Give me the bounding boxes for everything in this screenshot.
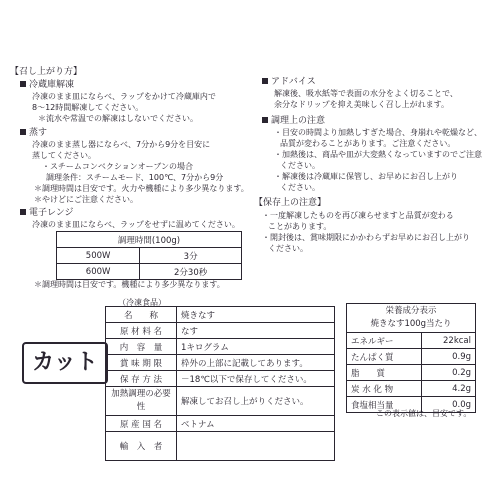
microwave-title: 電子レンジ (20, 208, 74, 219)
product-label: 内 容 量 (106, 339, 177, 355)
steam-note: ＊調理時間は目安です。火力や機種により多少異なります。 (34, 184, 249, 193)
nutrient-value: 0.2g (422, 365, 476, 381)
cooking-note-line: ・目安の時間より加熱しすぎた場合、身崩れや乾燥など、 (274, 128, 482, 137)
table-row (347, 381, 476, 397)
nutrient-value: 0.0g (422, 397, 476, 413)
nutrition-subtitle: 焼きなす100g当たり (370, 319, 452, 329)
microwave-wattage: 500W (57, 248, 140, 264)
nutrient-value: 22kcal (422, 333, 476, 349)
cooking-note-line: ・解凍後は冷蔵庫に保管し、お早めにお召し上がり (274, 172, 458, 181)
product-table-header: （冷凍食品） (118, 298, 166, 307)
nutrition-table (346, 303, 476, 413)
table-row (106, 323, 335, 339)
product-label: 加熱調理の必要性 (106, 387, 177, 416)
cut-label: カット (22, 342, 108, 384)
nutrient-value: 0.9g (422, 349, 476, 365)
steam-line: 蒸してください。 (32, 151, 96, 160)
thaw-note: ＊流水や常温での解凍はしないでください。 (38, 114, 198, 123)
nutrient-name: エネルギー (347, 333, 422, 349)
steam-note: ＊やけどにご注意ください。 (34, 195, 138, 204)
microwave-wattage: 600W (57, 264, 140, 280)
product-value: 焼きなす (177, 307, 335, 323)
product-value: －18℃以下で保存してください。 (177, 371, 335, 387)
thaw-line: 8～12時間解凍してください。 (32, 103, 144, 112)
nutrient-name: たんぱく質 (347, 349, 422, 365)
storage-line: ・開封後は、賞味期限にかかわらずお早めにお召し上がり (262, 233, 470, 242)
advice-line: 余分なドリップを抑え美味しく召し上がれます。 (274, 100, 450, 109)
product-value (177, 432, 335, 461)
storage-line: ことがあります。 (268, 222, 332, 231)
storage-line: ・一度解凍したものを再び凍らせますと品質が変わる (262, 211, 454, 220)
microwave-time-table (56, 231, 242, 280)
nutrient-name: 脂 質 (347, 365, 422, 381)
table-row (347, 365, 476, 381)
microwave-time: 2分30秒 (140, 264, 242, 280)
microwave-line: 冷凍のまま皿にならべ、ラップをせずに温めてください。 (32, 220, 240, 229)
storage-title: 【保存上の注意】 (254, 198, 327, 208)
table-row (106, 387, 335, 416)
product-info-table (105, 306, 335, 461)
nutrition-title: 栄養成分表示 (385, 306, 437, 316)
product-value: 1キログラム (177, 339, 335, 355)
product-label: 輸 入 者 (106, 432, 177, 461)
cooking-note-line: ください。 (280, 183, 320, 192)
microwave-table-header: 調理時間(100g) (57, 232, 242, 248)
table-row (106, 371, 335, 387)
advice-title: アドバイス (262, 77, 316, 88)
square-bullet-icon (20, 81, 26, 87)
table-row (106, 307, 335, 323)
product-label: 賞 味 期 限 (106, 355, 177, 371)
steam-line: 調理条件：スチームモード、100℃、7分から9分 (46, 173, 224, 182)
product-value: なす (177, 323, 335, 339)
nutrient-name: 炭 水 化 物 (347, 381, 422, 397)
square-bullet-icon (262, 78, 268, 84)
steam-title: 蒸す (20, 128, 47, 139)
cooking-note-line: ・加熱後は、商品や皿が大変熱くなっていますのでご注意 (274, 150, 482, 159)
product-label: 保 存 方 法 (106, 371, 177, 387)
product-value: 枠外の上部に記載してあります。 (177, 355, 335, 371)
table-row (106, 355, 335, 371)
steam-line: 冷凍のまま蒸し器にならべ、7分から9分を目安に (32, 140, 211, 149)
steam-line: ・スチームコンベクションオーブンの場合 (42, 162, 193, 171)
square-bullet-icon (262, 117, 268, 123)
thaw-title: 冷蔵庫解凍 (20, 80, 74, 91)
microwave-note: ＊調理時間は目安です。機種により多少異なります。 (34, 280, 225, 289)
product-label: 原 材 料 名 (106, 323, 177, 339)
table-row (347, 333, 476, 349)
advice-line: 解凍後、吸水紙等で表面の水分をよく切ることで、 (274, 89, 458, 98)
nutrient-value: 4.2g (422, 381, 476, 397)
table-row (106, 432, 335, 461)
table-row (347, 349, 476, 365)
product-label: 名 称 (106, 307, 177, 323)
section-title-how-to-eat: 【召し上がり方】 (10, 67, 83, 77)
storage-line: ください。 (268, 244, 308, 253)
table-row (106, 339, 335, 355)
product-value: ベトナム (177, 416, 335, 432)
square-bullet-icon (20, 129, 26, 135)
nutrient-name: 食塩相当量 (347, 397, 422, 413)
cooking-note-line: 品質が変わることがあります。ご注意ください。 (280, 139, 456, 148)
cooking-note-line: ください。 (280, 161, 320, 170)
nutrition-note: この表示値は、目安です。 (376, 409, 472, 418)
product-label: 原 産 国 名 (106, 416, 177, 432)
thaw-line: 冷凍のまま皿にならべ、ラップをかけて冷蔵庫内で (32, 92, 216, 101)
microwave-time: 3分 (140, 248, 242, 264)
table-row (106, 416, 335, 432)
cooking-notes-title: 調理上の注意 (262, 116, 325, 127)
product-value: 解凍してお召し上がりください。 (177, 387, 335, 416)
square-bullet-icon (20, 209, 26, 215)
nutrition-heading (347, 304, 476, 333)
